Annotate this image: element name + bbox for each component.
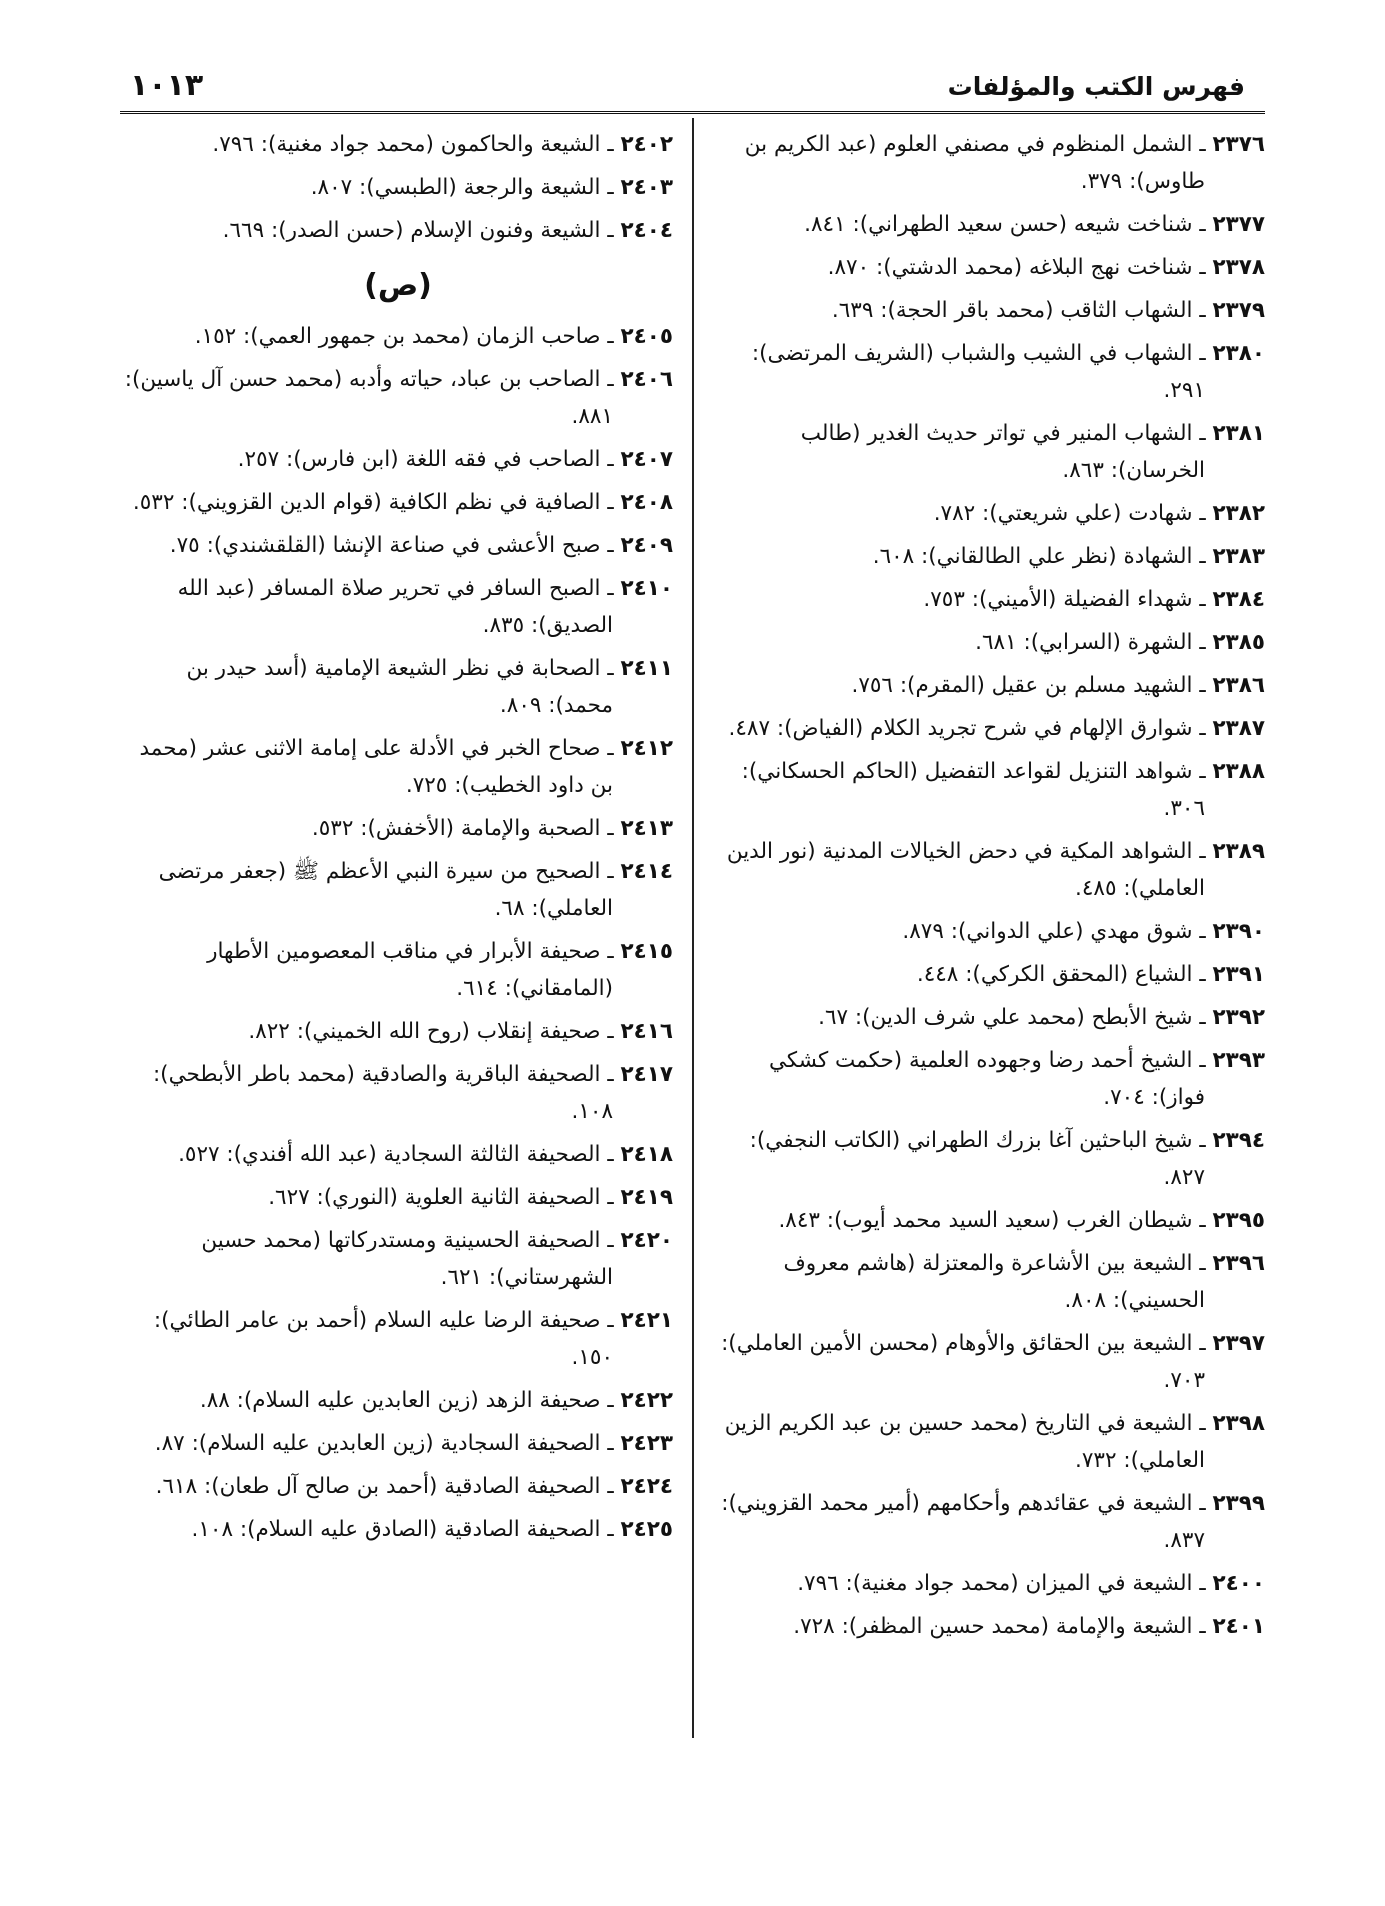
index-entry [715, 624, 1265, 661]
index-entry [715, 126, 1265, 200]
entry-number: ٢٤٢٥ [620, 1517, 673, 1542]
index-entry [715, 1042, 1265, 1116]
index-entry [123, 853, 673, 927]
entry-number: ٢٤٢١ [620, 1308, 673, 1333]
index-entry [123, 1382, 673, 1419]
entry-number: ٢٤١٥ [620, 939, 673, 964]
entry-text: ـ شهداء الفضيلة (الأميني): ٧٥٣. [923, 587, 1206, 612]
index-entry [123, 1056, 673, 1130]
index-entry [715, 415, 1265, 489]
index-entry [715, 999, 1265, 1036]
entry-text: ـ شوق مهدي (علي الدواني): ٨٧٩. [902, 919, 1206, 944]
entry-text: ـ شيخ الباحثين آغا بزرك الطهراني (الكاتب النجفي): ٨٢٧. [749, 1128, 1206, 1190]
entry-number: ٢٤١٤ [620, 859, 673, 884]
entry-number: ٢٣٧٨ [1212, 255, 1265, 280]
index-entry [123, 1179, 673, 1216]
entry-text: ـ صبح الأعشى في صناعة الإنشا (القلقشندي): ٧٥. [169, 533, 614, 558]
index-entry [123, 1136, 673, 1173]
index-entry [123, 1468, 673, 1505]
running-title: فهرس الكتب والمؤلفات [947, 72, 1245, 101]
entry-number: ٢٤٢٣ [620, 1431, 673, 1456]
index-entry [123, 318, 673, 355]
index-entry [123, 1302, 673, 1376]
entry-text: ـ شوارق الإلهام في شرح تجريد الكلام (الفياض): ٤٨٧. [728, 716, 1206, 741]
index-entry [715, 956, 1265, 993]
entry-text: ـ الشيعة والإمامة (محمد حسين المظفر): ٧٢٨. [793, 1614, 1206, 1639]
entry-number: ٢٣٨٦ [1212, 673, 1265, 698]
entry-number: ٢٤٠٩ [620, 533, 673, 558]
entry-number: ٢٤٠٠ [1212, 1571, 1265, 1596]
index-entry [123, 484, 673, 521]
entry-number: ٢٤١٦ [620, 1019, 673, 1044]
entry-number: ٢٤٠٤ [620, 218, 673, 243]
column-divider [692, 118, 694, 1738]
index-entry [715, 495, 1265, 532]
index-entry [123, 1425, 673, 1462]
index-entry [123, 126, 673, 163]
entry-number: ٢٣٩٧ [1212, 1331, 1265, 1356]
index-entry [715, 292, 1265, 329]
entry-number: ٢٤٠٣ [620, 175, 673, 200]
index-entry [123, 1013, 673, 1050]
right-column [715, 126, 1265, 1651]
index-entry [715, 1325, 1265, 1399]
entry-text: ـ الصاحب بن عباد، حياته وأدبه (محمد حسن آل ياسين): ٨٨١. [124, 367, 614, 429]
index-entry [715, 833, 1265, 907]
entry-text: ـ صحيفة إنقلاب (روح الله الخميني): ٨٢٢. [248, 1019, 614, 1044]
entry-text: ـ الشهاب الثاقب (محمد باقر الحجة): ٦٣٩. [831, 298, 1206, 323]
entry-text: ـ الشيعة والرجعة (الطبسي): ٨٠٧. [310, 175, 614, 200]
entry-number: ٢٤١١ [620, 656, 673, 681]
entry-number: ٢٤١٨ [620, 1142, 673, 1167]
entry-text: ـ شهادت (علي شريعتي): ٧٨٢. [933, 501, 1206, 526]
entry-text: ـ الصحيح من سيرة النبي الأعظم ﷺ (جعفر مرتضى العاملي): ٦٨. [158, 859, 614, 921]
entry-text: ـ الشياع (المحقق الكركي): ٤٤٨. [916, 962, 1206, 987]
entry-text: ـ الصحيفة الصادقية (أحمد بن صالح آل طعان): ٦١٨. [155, 1474, 614, 1499]
entry-text: ـ الشيعة وفنون الإسلام (حسن الصدر): ٦٦٩. [222, 218, 614, 243]
index-entry [123, 1511, 673, 1548]
entry-text: ـ الشهاب المنير في تواتر حديث الغدير (طالب الخرسان): ٨٦٣. [800, 421, 1206, 483]
entry-number: ٢٤١٢ [620, 736, 673, 761]
entry-number: ٢٤٠٥ [620, 324, 673, 349]
entry-number: ٢٤٢٢ [620, 1388, 673, 1413]
header-rule [120, 111, 1265, 114]
entry-text: ـ صحيفة الأبرار في مناقب المعصومين الأطهار (المامقاني): ٦١٤. [207, 939, 614, 1001]
entry-number: ٢٤٠٢ [620, 132, 673, 157]
entry-number: ٢٣٧٧ [1212, 212, 1265, 237]
index-entry [715, 1565, 1265, 1602]
entry-text: ـ شناخت شيعه (حسن سعيد الطهراني): ٨٤١. [804, 212, 1206, 237]
entry-number: ٢٣٨٤ [1212, 587, 1265, 612]
index-entry [715, 1122, 1265, 1196]
entry-text: ـ الشيعة بين الأشاعرة والمعتزلة (هاشم معروف الحسيني): ٨٠٨. [783, 1251, 1206, 1313]
entry-number: ٢٣٩٩ [1212, 1491, 1265, 1516]
entry-number: ٢٤٢٠ [620, 1228, 673, 1253]
index-entry [715, 1608, 1265, 1645]
index-entry [715, 1202, 1265, 1239]
entry-text: ـ شواهد التنزيل لقواعد التفضيل (الحاكم الحسكاني): ٣٠٦. [741, 759, 1206, 821]
entry-text: ـ الصاحب في فقه اللغة (ابن فارس): ٢٥٧. [237, 447, 614, 472]
entry-text: ـ شيخ الأبطح (محمد علي شرف الدين): ٦٧. [818, 1005, 1206, 1030]
page-number: ١٠١٣ [130, 68, 204, 103]
entry-text: ـ الشهرة (السرابي): ٦٨١. [975, 630, 1206, 655]
entry-number: ٢٣٨٣ [1212, 544, 1265, 569]
entry-text: ـ الصحبة والإمامة (الأخفش): ٥٣٢. [311, 816, 614, 841]
entry-number: ٢٤٠١ [1212, 1614, 1265, 1639]
entry-text: ـ الصافية في نظم الكافية (قوام الدين القزويني): ٥٣٢. [132, 490, 614, 515]
entry-text: ـ صحاح الخبر في الأدلة على إمامة الاثنى عشر (محمد بن داود الخطيب): ٧٢٥. [139, 736, 614, 798]
entry-number: ٢٤١٠ [620, 576, 673, 601]
index-entry [123, 810, 673, 847]
left-column-bottom-entries [123, 318, 673, 1548]
index-entry [123, 933, 673, 1007]
index-entry [123, 212, 673, 249]
index-entry [715, 538, 1265, 575]
entry-number: ٢٤٠٦ [620, 367, 673, 392]
entry-text: ـ صحيفة الزهد (زين العابدين عليه السلام): ٨٨. [199, 1388, 614, 1413]
entry-number: ٢٤١٧ [620, 1062, 673, 1087]
entry-text: ـ الشيعة بين الحقائق والأوهام (محسن الأمين العاملي): ٧٠٣. [721, 1331, 1206, 1393]
entry-number: ٢٤٠٨ [620, 490, 673, 515]
entry-number: ٢٣٨٨ [1212, 759, 1265, 784]
index-entry [715, 753, 1265, 827]
page-header [120, 62, 1265, 112]
entry-number: ٢٣٧٩ [1212, 298, 1265, 323]
entry-number: ٢٣٨٠ [1212, 341, 1265, 366]
entry-text: ـ الشيعة في عقائدهم وأحكامهم (أمير محمد القزويني): ٨٣٧. [721, 1491, 1206, 1553]
entry-number: ٢٤١٩ [620, 1185, 673, 1210]
index-entry [123, 730, 673, 804]
entry-text: ـ شناخت نهج البلاغه (محمد الدشتي): ٨٧٠. [827, 255, 1206, 280]
entry-number: ٢٣٩٣ [1212, 1048, 1265, 1073]
left-column-top-entries [123, 126, 673, 249]
entry-text: ـ الصحيفة السجادية (زين العابدين عليه السلام): ٨٧. [154, 1431, 614, 1456]
entry-text: ـ الصحيفة الباقرية والصادقية (محمد باطر الأبطحي): ١٠٨. [152, 1062, 614, 1124]
entry-number: ٢٣٨٩ [1212, 839, 1265, 864]
entry-text: ـ الشهيد مسلم بن عقيل (المقرم): ٧٥٦. [851, 673, 1206, 698]
entry-number: ٢٤٢٤ [620, 1474, 673, 1499]
entry-text: ـ الصبح السافر في تحرير صلاة المسافر (عبد الله الصديق): ٨٣٥. [177, 576, 614, 638]
entry-text: ـ الصحيفة الثالثة السجادية (عبد الله أفندي): ٥٢٧. [178, 1142, 614, 1167]
index-entry [715, 581, 1265, 618]
entry-text: ـ الصحيفة الصادقية (الصادق عليه السلام): ١٠٨. [191, 1517, 614, 1542]
index-entry [123, 650, 673, 724]
entry-number: ٢٣٧٦ [1212, 132, 1265, 157]
left-column [123, 126, 673, 1554]
entry-number: ٢٣٩١ [1212, 962, 1265, 987]
entry-text: ـ الشواهد المكية في دحض الخيالات المدنية (نور الدين العاملي): ٤٨٥. [726, 839, 1206, 901]
entry-text: ـ الصحابة في نظر الشيعة الإمامية (أسد حيدر بن محمد): ٨٠٩. [186, 656, 614, 718]
index-entry [715, 335, 1265, 409]
index-entry [123, 1222, 673, 1296]
entry-number: ٢٣٩٨ [1212, 1411, 1265, 1436]
index-entry [715, 710, 1265, 747]
index-entry [715, 249, 1265, 286]
index-entry [715, 206, 1265, 243]
entry-text: ـ الشمل المنظوم في مصنفي العلوم (عبد الكريم بن طاوس): ٣٧٩. [744, 132, 1206, 194]
entry-text: ـ صاحب الزمان (محمد بن جمهور العمي): ١٥٢. [194, 324, 614, 349]
entry-text: ـ صحيفة الرضا عليه السلام (أحمد بن عامر الطائي): ١٥٠. [153, 1308, 614, 1370]
entry-text: ـ الشيعة في التاريخ (محمد حسين بن عبد الكريم الزين العاملي): ٧٣٢. [724, 1411, 1206, 1473]
entry-number: ٢٣٨٢ [1212, 501, 1265, 526]
entry-number: ٢٣٨٧ [1212, 716, 1265, 741]
index-entry [123, 169, 673, 206]
index-entry [715, 1245, 1265, 1319]
index-entry [123, 570, 673, 644]
index-entry [715, 1405, 1265, 1479]
entry-number: ٢٣٩٢ [1212, 1005, 1265, 1030]
index-entry [715, 1485, 1265, 1559]
entry-number: ٢٣٩٤ [1212, 1128, 1265, 1153]
entry-number: ٢٣٩٥ [1212, 1208, 1265, 1233]
entry-text: ـ الشيعة في الميزان (محمد جواد مغنية): ٧٩٦. [797, 1571, 1206, 1596]
entry-number: ٢٣٩٠ [1212, 919, 1265, 944]
entry-text: ـ الشهادة (نظر علي الطالقاني): ٦٠٨. [872, 544, 1206, 569]
index-entry [123, 441, 673, 478]
entry-text: ـ شيطان الغرب (سعيد السيد محمد أيوب): ٨٤٣. [778, 1208, 1206, 1233]
entry-text: ـ الشيعة والحاكمون (محمد جواد مغنية): ٧٩٦. [212, 132, 614, 157]
entry-number: ٢٤١٣ [620, 816, 673, 841]
entry-number: ٢٣٨١ [1212, 421, 1265, 446]
entry-text: ـ الشيخ أحمد رضا وجهوده العلمية (حكمت كشكي فواز): ٧٠٤. [768, 1048, 1206, 1110]
entry-text: ـ الصحيفة الحسينية ومستدركاتها (محمد حسين الشهرستاني): ٦٢١. [201, 1228, 614, 1290]
entry-number: ٢٣٨٥ [1212, 630, 1265, 655]
entry-number: ٢٤٠٧ [620, 447, 673, 472]
entry-number: ٢٣٩٦ [1212, 1251, 1265, 1276]
index-entry [123, 361, 673, 435]
entry-text: ـ الصحيفة الثانية العلوية (النوري): ٦٢٧. [268, 1185, 614, 1210]
index-entry [715, 667, 1265, 704]
entry-text: ـ الشهاب في الشيب والشباب (الشريف المرتضى): ٢٩١. [751, 341, 1206, 403]
section-letter-heading: (ص) [364, 268, 432, 303]
index-entry [715, 913, 1265, 950]
index-entry [123, 527, 673, 564]
